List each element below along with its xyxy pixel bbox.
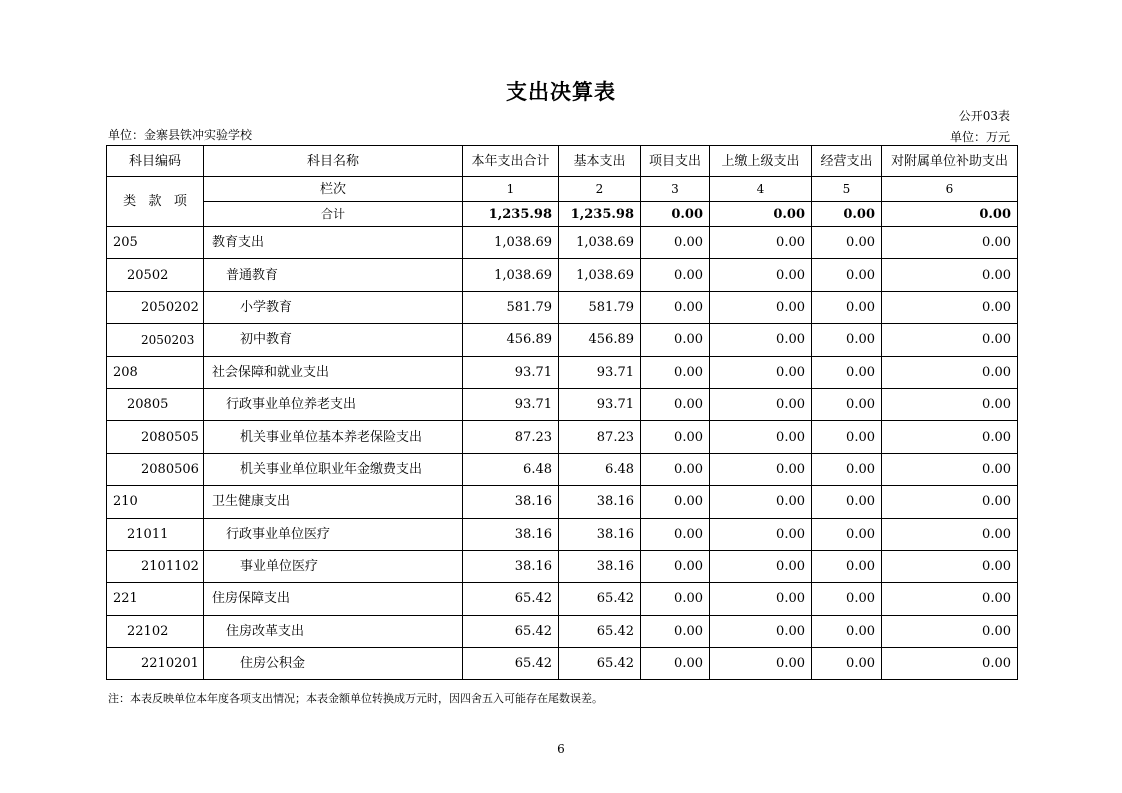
table-row bbox=[107, 550, 1018, 582]
amount-cell: 38.16 bbox=[463, 550, 559, 582]
amount-cell: 93.71 bbox=[559, 356, 641, 388]
amount-cell: 0.00 bbox=[641, 388, 710, 420]
header-row bbox=[107, 146, 1018, 177]
table-row bbox=[107, 486, 1018, 518]
subject-name: 机关事业单位职业年金缴费支出 bbox=[204, 453, 463, 485]
amount-cell: 0.00 bbox=[882, 583, 1018, 615]
amount-cell: 0.00 bbox=[641, 550, 710, 582]
amount-cell: 6.48 bbox=[463, 453, 559, 485]
amount-cell: 456.89 bbox=[463, 324, 559, 356]
footnote: 注：本表反映单位本年度各项支出情况；本表金额单位转换成万元时，因四舍五入可能存在尾数误差。 bbox=[108, 692, 603, 705]
total-value: 0.00 bbox=[710, 202, 812, 227]
total-row bbox=[107, 202, 1018, 227]
subject-code: 2050202 bbox=[107, 291, 204, 323]
column-number-5: 5 bbox=[812, 177, 882, 202]
table-row bbox=[107, 453, 1018, 485]
amount-cell: 65.42 bbox=[463, 648, 559, 680]
amount-cell: 0.00 bbox=[812, 388, 882, 420]
amount-cell: 0.00 bbox=[812, 648, 882, 680]
column-number-row bbox=[107, 177, 1018, 202]
class-label-kuan: 款 bbox=[148, 194, 162, 209]
header-subsidy: 对附属单位补助支出 bbox=[882, 146, 1018, 177]
amount-cell: 87.23 bbox=[559, 421, 641, 453]
table-row bbox=[107, 583, 1018, 615]
subject-name: 普通教育 bbox=[204, 259, 463, 291]
column-number-1: 1 bbox=[463, 177, 559, 202]
header-name: 科目名称 bbox=[204, 146, 463, 177]
amount-cell: 0.00 bbox=[641, 615, 710, 647]
table-row bbox=[107, 356, 1018, 388]
amount-cell: 0.00 bbox=[812, 291, 882, 323]
total-value: 1,235.98 bbox=[463, 202, 559, 227]
amount-cell: 93.71 bbox=[463, 388, 559, 420]
table-row bbox=[107, 615, 1018, 647]
amount-cell: 0.00 bbox=[641, 648, 710, 680]
subject-name: 行政事业单位医疗 bbox=[204, 518, 463, 550]
amount-cell: 0.00 bbox=[641, 291, 710, 323]
total-value: 1,235.98 bbox=[559, 202, 641, 227]
amount-cell: 0.00 bbox=[641, 421, 710, 453]
amount-cell: 0.00 bbox=[641, 486, 710, 518]
amount-cell: 0.00 bbox=[641, 453, 710, 485]
amount-cell: 0.00 bbox=[882, 648, 1018, 680]
header-basic: 基本支出 bbox=[559, 146, 641, 177]
amount-cell: 1,038.69 bbox=[463, 227, 559, 259]
subject-code: 2210201 bbox=[107, 648, 204, 680]
amount-cell: 0.00 bbox=[710, 486, 812, 518]
amount-cell: 0.00 bbox=[812, 583, 882, 615]
amount-cell: 0.00 bbox=[812, 421, 882, 453]
amount-cell: 0.00 bbox=[641, 259, 710, 291]
amount-cell: 0.00 bbox=[812, 453, 882, 485]
header-business: 经营支出 bbox=[812, 146, 882, 177]
class-label-lei: 类 bbox=[123, 194, 137, 209]
unit-org: 单位：金寨县铁冲实验学校 bbox=[108, 128, 253, 142]
amount-cell: 87.23 bbox=[463, 421, 559, 453]
subject-name: 机关事业单位基本养老保险支出 bbox=[204, 421, 463, 453]
table-row bbox=[107, 227, 1018, 259]
amount-cell: 65.42 bbox=[559, 583, 641, 615]
column-number-6: 6 bbox=[882, 177, 1018, 202]
amount-cell: 0.00 bbox=[882, 615, 1018, 647]
subject-code: 2080505 bbox=[107, 421, 204, 453]
amount-cell: 0.00 bbox=[812, 227, 882, 259]
subject-code: 20805 bbox=[107, 388, 204, 420]
amount-cell: 0.00 bbox=[710, 583, 812, 615]
amount-cell: 0.00 bbox=[710, 453, 812, 485]
amount-cell: 0.00 bbox=[812, 486, 882, 518]
amount-cell: 0.00 bbox=[641, 227, 710, 259]
subject-code: 2101102 bbox=[107, 550, 204, 582]
amount-cell: 93.71 bbox=[559, 388, 641, 420]
amount-cell: 65.42 bbox=[463, 615, 559, 647]
amount-cell: 0.00 bbox=[812, 356, 882, 388]
amount-cell: 456.89 bbox=[559, 324, 641, 356]
subject-name: 社会保障和就业支出 bbox=[204, 356, 463, 388]
subject-code: 221 bbox=[107, 583, 204, 615]
amount-cell: 581.79 bbox=[559, 291, 641, 323]
total-value: 0.00 bbox=[812, 202, 882, 227]
amount-cell: 0.00 bbox=[641, 356, 710, 388]
amount-cell: 0.00 bbox=[641, 324, 710, 356]
amount-cell: 38.16 bbox=[463, 518, 559, 550]
amount-cell: 0.00 bbox=[882, 356, 1018, 388]
amount-cell: 65.42 bbox=[463, 583, 559, 615]
amount-cell: 38.16 bbox=[559, 518, 641, 550]
amount-cell: 0.00 bbox=[882, 291, 1018, 323]
amount-cell: 0.00 bbox=[710, 291, 812, 323]
amount-cell: 0.00 bbox=[882, 227, 1018, 259]
subject-name: 初中教育 bbox=[204, 324, 463, 356]
table-row bbox=[107, 421, 1018, 453]
amount-cell: 0.00 bbox=[812, 324, 882, 356]
subject-code: 205 bbox=[107, 227, 204, 259]
amount-cell: 38.16 bbox=[463, 486, 559, 518]
amount-cell: 0.00 bbox=[710, 356, 812, 388]
table-row bbox=[107, 518, 1018, 550]
page-title: 支出决算表 bbox=[506, 80, 616, 104]
amount-cell: 0.00 bbox=[812, 615, 882, 647]
table-row bbox=[107, 324, 1018, 356]
total-value: 0.00 bbox=[882, 202, 1018, 227]
amount-cell: 38.16 bbox=[559, 486, 641, 518]
amount-cell: 0.00 bbox=[882, 421, 1018, 453]
subject-code: 21011 bbox=[107, 518, 204, 550]
column-label: 栏次 bbox=[204, 177, 463, 202]
amount-cell: 581.79 bbox=[463, 291, 559, 323]
amount-cell: 0.00 bbox=[812, 259, 882, 291]
subject-code: 2050203 bbox=[107, 324, 204, 356]
subject-code: 2080506 bbox=[107, 453, 204, 485]
column-number-3: 3 bbox=[641, 177, 710, 202]
amount-cell: 0.00 bbox=[710, 421, 812, 453]
amount-cell: 6.48 bbox=[559, 453, 641, 485]
subject-code: 210 bbox=[107, 486, 204, 518]
amount-cell: 0.00 bbox=[641, 518, 710, 550]
subject-name: 住房公积金 bbox=[204, 648, 463, 680]
amount-cell: 0.00 bbox=[710, 324, 812, 356]
subject-name: 行政事业单位养老支出 bbox=[204, 388, 463, 420]
amount-cell: 0.00 bbox=[812, 518, 882, 550]
amount-cell: 0.00 bbox=[812, 550, 882, 582]
amount-cell: 0.00 bbox=[710, 615, 812, 647]
page-number: 6 bbox=[557, 742, 565, 756]
subject-code: 208 bbox=[107, 356, 204, 388]
subject-name: 事业单位医疗 bbox=[204, 550, 463, 582]
amount-cell: 0.00 bbox=[882, 550, 1018, 582]
amount-cell: 93.71 bbox=[463, 356, 559, 388]
table-row bbox=[107, 388, 1018, 420]
expenditure-table bbox=[106, 145, 1018, 680]
amount-cell: 0.00 bbox=[882, 324, 1018, 356]
unit-currency: 单位：万元 bbox=[949, 130, 1010, 144]
subject-code: 20502 bbox=[107, 259, 204, 291]
column-number-2: 2 bbox=[559, 177, 641, 202]
class-label-xiang: 项 bbox=[173, 194, 187, 209]
table-row bbox=[107, 291, 1018, 323]
amount-cell: 0.00 bbox=[710, 227, 812, 259]
header-total: 本年支出合计 bbox=[463, 146, 559, 177]
amount-cell: 0.00 bbox=[882, 259, 1018, 291]
total-label: 合计 bbox=[204, 202, 463, 227]
subject-name: 卫生健康支出 bbox=[204, 486, 463, 518]
amount-cell: 0.00 bbox=[710, 388, 812, 420]
subject-name: 住房保障支出 bbox=[204, 583, 463, 615]
amount-cell: 65.42 bbox=[559, 615, 641, 647]
amount-cell: 0.00 bbox=[710, 648, 812, 680]
amount-cell: 0.00 bbox=[882, 388, 1018, 420]
amount-cell: 0.00 bbox=[882, 518, 1018, 550]
total-value: 0.00 bbox=[641, 202, 710, 227]
header-upper: 上缴上级支出 bbox=[710, 146, 812, 177]
header-code: 科目编码 bbox=[107, 146, 204, 177]
amount-cell: 0.00 bbox=[710, 518, 812, 550]
column-number-4: 4 bbox=[710, 177, 812, 202]
amount-cell: 0.00 bbox=[641, 583, 710, 615]
amount-cell: 0.00 bbox=[710, 550, 812, 582]
subject-code: 22102 bbox=[107, 615, 204, 647]
amount-cell: 38.16 bbox=[559, 550, 641, 582]
table-row bbox=[107, 259, 1018, 291]
form-code: 公开03表 bbox=[958, 109, 1010, 123]
subject-name: 住房改革支出 bbox=[204, 615, 463, 647]
amount-cell: 0.00 bbox=[882, 453, 1018, 485]
amount-cell: 1,038.69 bbox=[463, 259, 559, 291]
header-project: 项目支出 bbox=[641, 146, 710, 177]
amount-cell: 1,038.69 bbox=[559, 227, 641, 259]
amount-cell: 1,038.69 bbox=[559, 259, 641, 291]
amount-cell: 65.42 bbox=[559, 648, 641, 680]
amount-cell: 0.00 bbox=[882, 486, 1018, 518]
subject-name: 小学教育 bbox=[204, 291, 463, 323]
table-row bbox=[107, 648, 1018, 680]
amount-cell: 0.00 bbox=[710, 259, 812, 291]
class-labels-cell bbox=[107, 177, 204, 227]
subject-name: 教育支出 bbox=[204, 227, 463, 259]
